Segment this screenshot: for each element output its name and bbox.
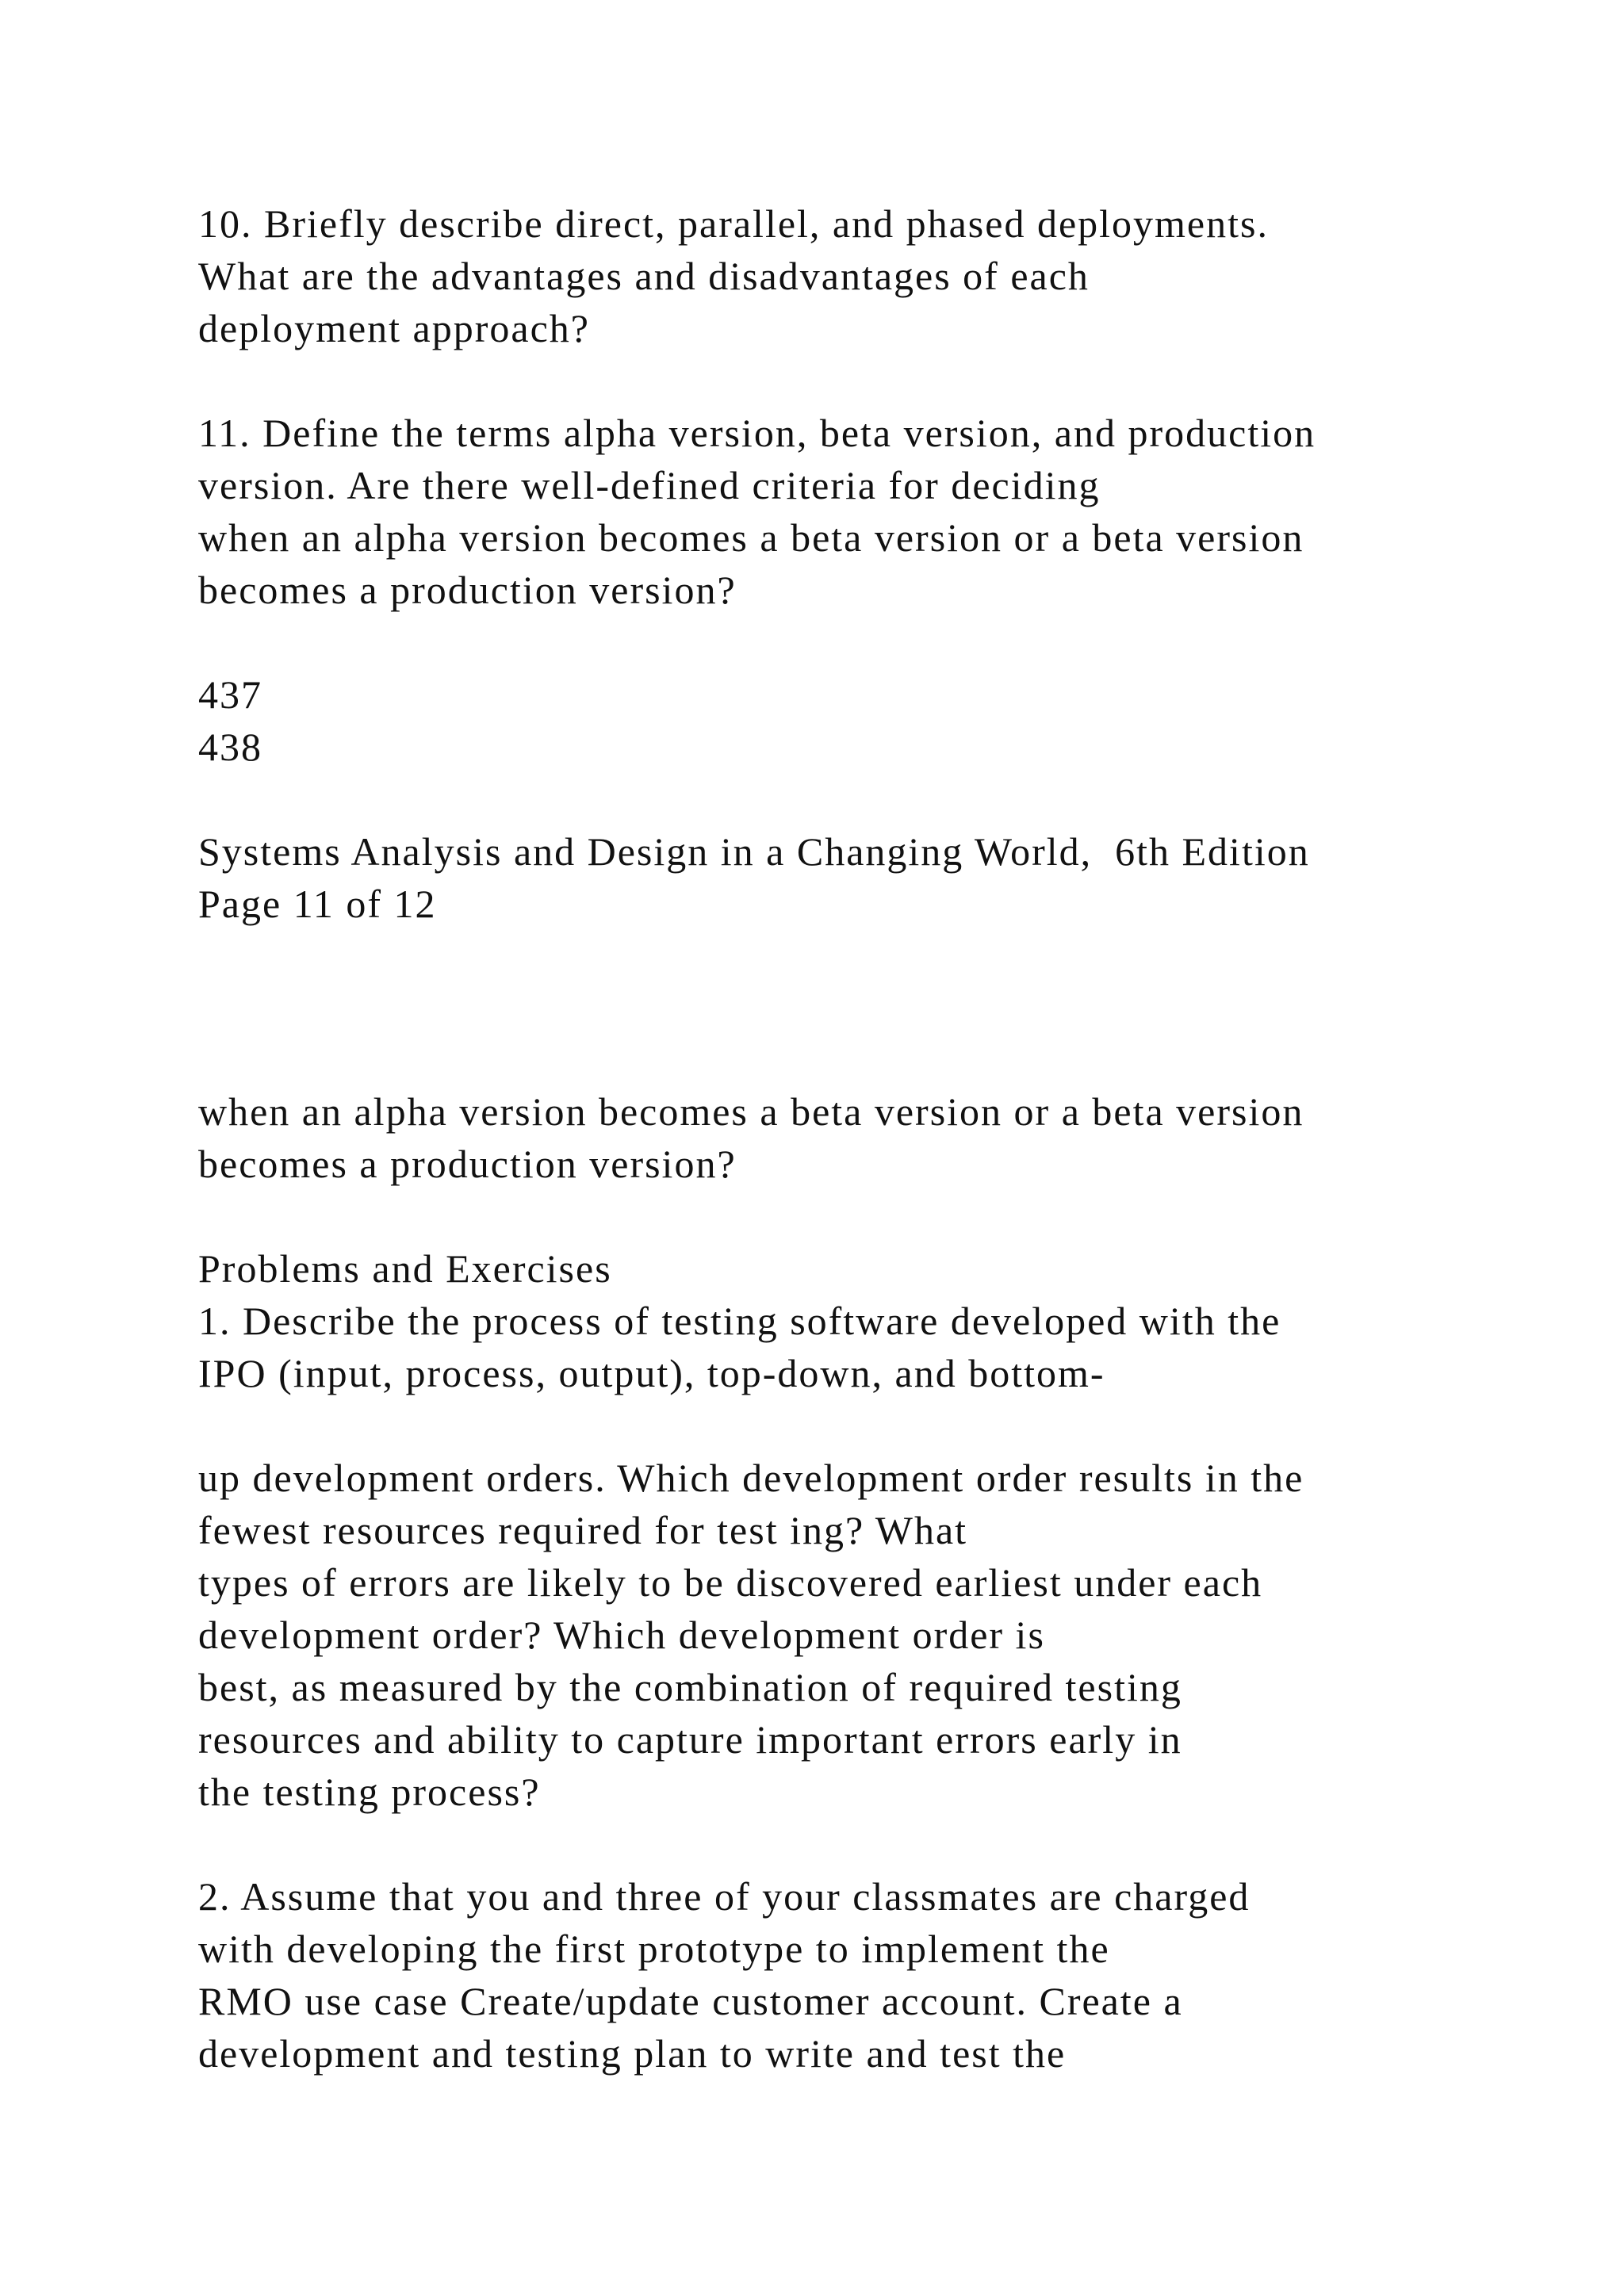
question-10-line-3: deployment approach? — [198, 306, 590, 350]
page-indicator: Page 11 of 12 — [198, 882, 437, 926]
problem-1-line-5: types of errors are likely to be discovered earliest under each — [198, 1560, 1263, 1605]
page-number-437: 437 — [198, 672, 262, 717]
page-number-438: 438 — [198, 725, 262, 769]
problem-1-line-8: resources and ability to capture important errors early in — [198, 1717, 1182, 1762]
problem-1-line-3: up development orders. Which development order results in the — [198, 1456, 1304, 1500]
repeated-text-line-2: becomes a production version? — [198, 1142, 737, 1186]
repeated-text-line-1: when an alpha version becomes a beta version or a beta version — [198, 1089, 1304, 1134]
question-11-line-1: 11. Define the terms alpha version, beta version, and production — [198, 411, 1316, 455]
problem-1-line-7: best, as measured by the combination of required testing — [198, 1665, 1182, 1709]
problem-2-line-4: development and testing plan to write and test the — [198, 2031, 1067, 2076]
question-10-line-2: What are the advantages and disadvantages of each — [198, 254, 1090, 298]
problem-1-line-2: IPO (input, process, output), top-down, and bottom- — [198, 1351, 1105, 1395]
problem-1-line-9: the testing process? — [198, 1770, 541, 1814]
question-11-line-4: becomes a production version? — [198, 568, 737, 612]
section-heading: Problems and Exercises — [198, 1246, 612, 1291]
question-11-line-2: version. Are there well-defined criteria for deciding — [198, 463, 1101, 507]
question-11-line-3: when an alpha version becomes a beta version or a beta version — [198, 515, 1304, 560]
problem-1-line-1: 1. Describe the process of testing software developed with the — [198, 1299, 1281, 1343]
problem-2-line-3: RMO use case Create/update customer account. Create a — [198, 1979, 1183, 2023]
problem-1-line-6: development order? Which development order is — [198, 1613, 1045, 1657]
problem-2-line-1: 2. Assume that you and three of your classmates are charged — [198, 1874, 1251, 1919]
book-title-line: Systems Analysis and Design in a Changing World, 6th Edition — [198, 829, 1310, 874]
problem-2-line-2: with developing the first prototype to implement the — [198, 1927, 1110, 1971]
question-10-line-1: 10. Briefly describe direct, parallel, and phased deployments. — [198, 201, 1269, 246]
problem-1-line-4: fewest resources required for test ing? What — [198, 1508, 968, 1552]
